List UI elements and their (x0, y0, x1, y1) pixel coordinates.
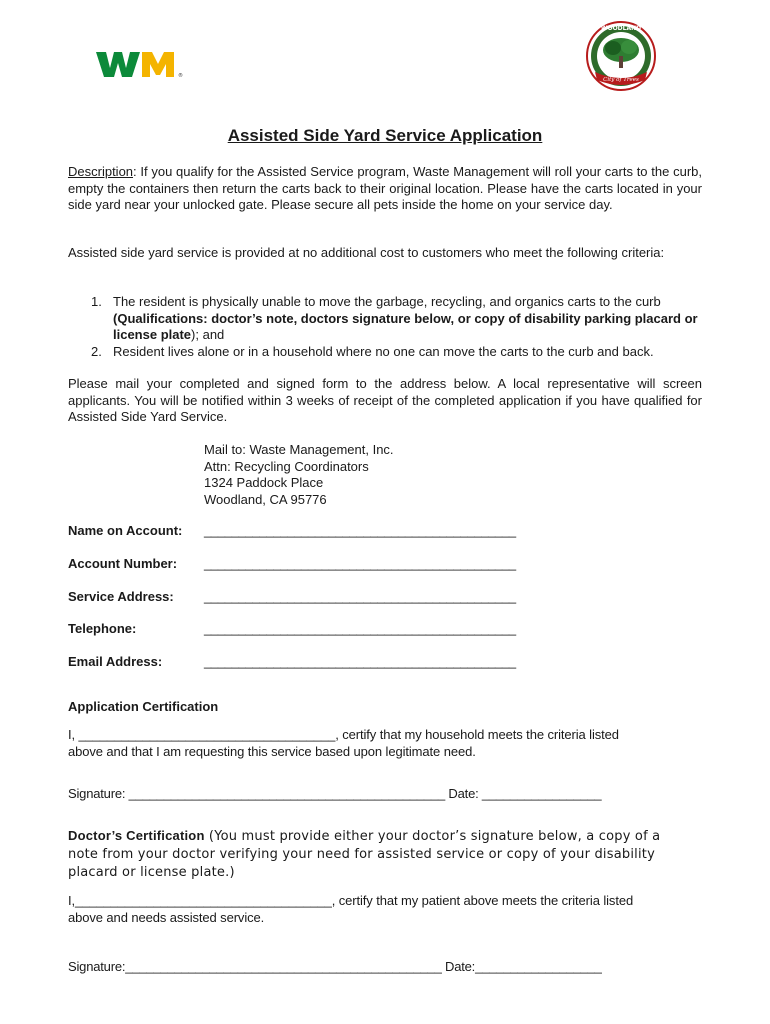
mail-city-line: Woodland, CA 95776 (204, 491, 327, 507)
description-label: Description (68, 164, 134, 179)
service-address-field[interactable]: _____________________________________________ (204, 589, 516, 604)
criteria-list (91, 294, 702, 360)
telephone-field[interactable]: _____________________________________________ (204, 621, 516, 636)
wm-logo-graphic (90, 44, 190, 84)
name-on-account-field[interactable]: _____________________________________________ (204, 523, 516, 538)
mail-attn-line: Attn: Recycling Coordinators (204, 458, 369, 474)
doctor-certification-text: above and needs assisted service. (68, 909, 265, 925)
email-address-field[interactable]: _____________________________________________ (204, 654, 516, 669)
woodland-seal-graphic (583, 18, 659, 94)
email-address-label: Email Address: (68, 654, 163, 669)
application-certification-heading: Application Certification (68, 699, 219, 714)
list-item-number: 1. (91, 294, 102, 309)
patient-name-field[interactable]: I,____________________________________, certify that my patient above meets the criteria listed (68, 893, 634, 908)
woodland-city-seal (583, 18, 659, 94)
svg-text:®: ® (178, 73, 183, 79)
mail-street-line: 1324 Paddock Place (204, 475, 324, 490)
criteria-1-tail: ); and (191, 327, 225, 342)
list-item (91, 294, 702, 344)
seal-top-text: WOODLAND (600, 25, 642, 32)
application-certification-statement (68, 727, 718, 760)
page-title: Assisted Side Yard Service Application (227, 126, 543, 145)
certification-text: above and that I am requesting this service based upon legitimate need. (68, 743, 476, 759)
doctor-certification-block (68, 827, 693, 882)
list-item-text: Resident lives alone or in a household where no one can move the carts to the curb and back. (113, 343, 654, 359)
list-item-text (113, 294, 702, 344)
criteria-1-qualifications: (Qualifications: doctor’s note, doctors signature below, or copy of disability parking placard or license plate (113, 310, 698, 342)
list-item-number: 2. (91, 343, 102, 359)
mail-to-line: Mail to: Waste Management, Inc. (204, 442, 394, 457)
doctor-certification-heading: Doctor’s Certification (68, 828, 205, 843)
household-name-field[interactable]: I, ____________________________________, certify that my household meets the criteria listed (68, 727, 619, 742)
service-address-label: Service Address: (68, 589, 174, 604)
description-paragraph (68, 164, 702, 214)
doctor-certification-note: (You must provide either your doctor’s signature below, a copy of a note from your doctor verifying your need for assisted service or copy of your disability placard or license plate.) (68, 829, 661, 880)
account-number-field[interactable]: _____________________________________________ (204, 556, 516, 571)
name-on-account-label: Name on Account: (68, 523, 183, 538)
criteria-1-text: The resident is physically unable to move the garbage, recycling, and organics carts to the curb (113, 294, 661, 309)
doctor-signature-field[interactable]: Signature:_____________________________________________ Date:__________________ (68, 959, 602, 974)
seal-banner-text: City of Trees (603, 77, 639, 83)
mail-to-address (204, 442, 504, 508)
applicant-signature-field[interactable]: Signature: _____________________________________________ Date: _________________ (68, 786, 602, 801)
list-item (91, 344, 702, 361)
criteria-intro: Assisted side yard service is provided at no additional cost to customers who meet the following criteria: (68, 245, 665, 260)
account-number-label: Account Number: (68, 556, 178, 571)
description-text: : If you qualify for the Assisted Service program, Waste Management will roll your carts to the curb, empty the containers then return the carts back to their original location. Please have the carts located in your side yard near your unlocked gate. Please secure all pets inside the home on your service day. (68, 164, 702, 212)
mail-instructions: Please mail your completed and signed form to the address below. A local representative will screen applicants. You will be notified within 3 weeks of receipt of the completed application if you have qualified for Assisted Side Yard Service. (68, 376, 702, 424)
doctor-certification-statement (68, 893, 718, 926)
wm-logo (90, 44, 190, 84)
telephone-label: Telephone: (68, 621, 137, 636)
